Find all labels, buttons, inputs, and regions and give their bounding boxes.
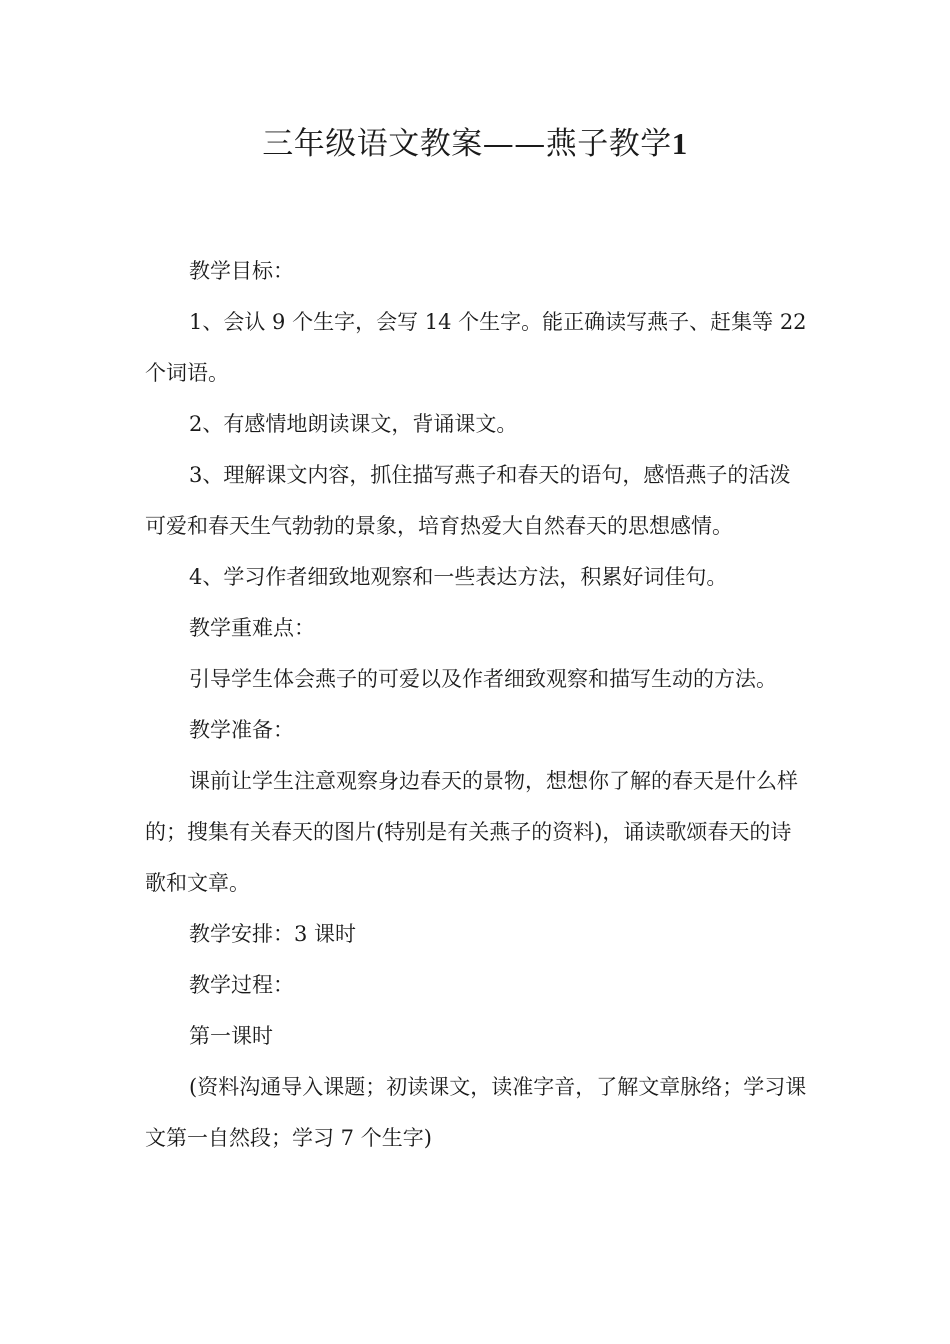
title-text: 三年级语文教案——燕子教学 [262, 126, 672, 162]
paragraph-preparation-heading: 教学准备： [189, 718, 294, 742]
paragraph-key-points-heading: 教学重难点： [189, 616, 315, 640]
paragraph-key-points: 引导学生体会燕子的可爱以及作者细致观察和描写生动的方法。 [189, 667, 777, 691]
paragraph-preparation: 课前让学生注意观察身边春天的景物，想想你了解的春天是什么样的；搜集有关春天的图片(特别是有关燕子的资料)，诵读歌颂春天的诗歌和文章。 [145, 769, 798, 895]
paragraph-objective-3: 3、理解课文内容，抓住描写燕子和春天的语句，感悟燕子的活泼可爱和春天生气勃勃的景象，培育热爱大自然春天的思想感情。 [145, 463, 791, 538]
paragraph-objective-2: 2、有感情地朗读课文，背诵课文。 [189, 412, 518, 436]
paragraph-process-heading: 教学过程： [189, 973, 294, 997]
paragraph-objective-1: 1、会认 9 个生字，会写 14 个生字。能正确读写燕子、赶集等 22 个词语。 [145, 310, 807, 385]
paragraph-lesson-one: 第一课时 [189, 1024, 273, 1048]
paragraph-schedule: 教学安排：3 课时 [189, 922, 357, 946]
document-title [0, 122, 950, 166]
title-number: 1 [671, 126, 688, 161]
paragraph-objective-4: 4、学习作者细致地观察和一些表达方法，积累好词佳句。 [189, 565, 728, 589]
document-body [145, 246, 810, 1164]
paragraph-objectives-heading: 教学目标： [189, 259, 294, 283]
paragraph-lesson-one-summary: (资料沟通导入课题；初读课文，读准字音，了解文章脉络；学习课文第一自然段；学习 7 个生字) [145, 1075, 807, 1150]
